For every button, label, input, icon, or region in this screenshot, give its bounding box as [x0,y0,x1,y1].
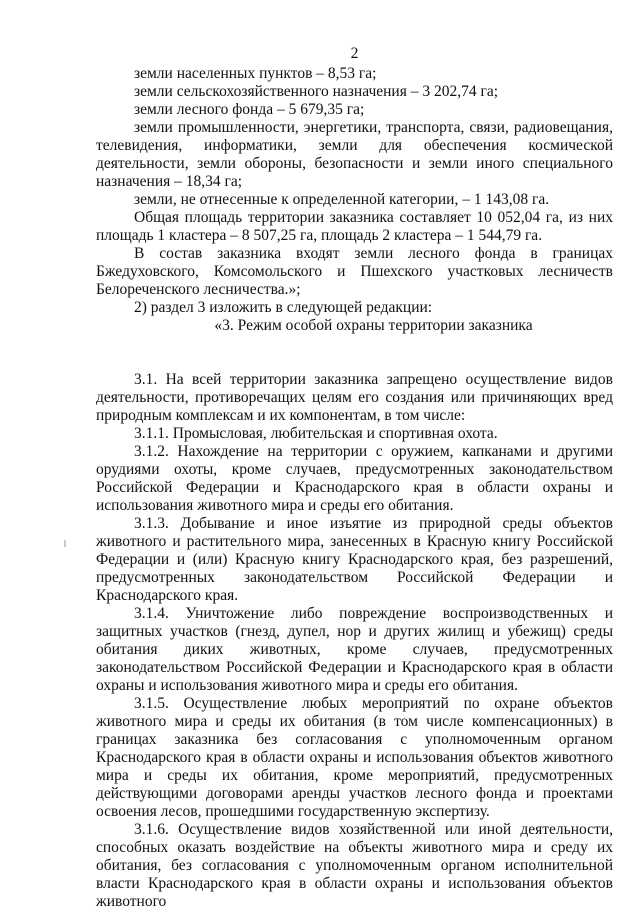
clause-3-1-1: 3.1.1. Промысловая, любительская и спортивная охота. [134,425,498,442]
land-category-item: земли сельскохозяйственного назначения – 3 202,74 га; [134,83,499,100]
section-heading: «3. Режим особой охраны территории заказника [214,317,533,334]
clause-3-1-5: 3.1.5. Осуществление любых мероприятий по охране объектов животного мира и среды их обитания (в том числе компенсационных) в границах заказника без согласования с уполномоченным органом Краснодарского края в области охраны и использования объектов животного мира и среды их обитания, кроме мероприятий, предусмотренных действующими договорами аренды участков лесного фонда и проектами освоения лесов, прошедшими государственную экспертизу. [96,695,613,820]
scan-artifact-mark [64,540,66,547]
clause-3-1-2: 3.1.2. Нахождение на территории с оружием, капканами и другими орудиями охоты, кроме случаев, предусмотренных законодательством Российской Федерации и Краснодарского края в области охраны и использования животного мира и среды его обитания. [96,443,613,514]
clause-3-1: 3.1. На всей территории заказника запрещено осуществление видов деятельности, противоречащих целям его создания или причиняющих вред природным комплексам и их компонентам, в том числе: [96,371,613,424]
spacer [96,335,613,371]
land-category-item: земли промышленности, энергетики, транспорта, связи, радиовещания, телевидения, информатики, земли для обеспечения космической деятельности, земли обороны, безопасности и земли иного специального назначения – 18,34 га; [96,119,613,190]
section3-body [96,371,613,911]
clause-3-1-6: 3.1.6. Осуществление видов хозяйственной или иной деятельности, способных оказать воздействие на объекты животного мира и среду их обитания, без согласования с уполномоченным органом исполнительной власти Краснодарского края в области охраны и использования объектов животного [96,821,613,910]
clause-3-1-4: 3.1.4. Уничтожение либо повреждение воспроизводственных и защитных участков (гнезд, дупел, нор и других жилищ и убежищ) среды обитания диких животных, кроме случаев, предусмотренных законодательством Российской Федерации и Краснодарского края в области охраны и использования животного мира и среды его обитания. [96,605,613,694]
land-category-item: земли населенных пунктов – 8,53 га; [134,65,377,82]
clause-3-1-3: 3.1.3. Добывание и иное изъятие из природной среды объектов животного и растительного мира, занесенных в Красную книгу Российской Федерации и (или) Красную книгу Краснодарского края, без разрешений, предусмотренных законодательством Российской Федерации и Краснодарского края. [96,515,613,604]
composition-paragraph: В состав заказника входят земли лесного фонда в границах Бжедуховского, Комсомольского и Пшехского участковых лесничеств Белореченского лесничества.»; [96,245,613,298]
document-page [96,0,613,911]
land-category-item: земли лесного фонда – 5 679,35 га; [134,101,365,118]
total-area-paragraph: Общая площадь территории заказника составляет 10 052,04 га, из них площадь 1 кластера – 8 507,25 га, площадь 2 кластера – 1 544,79 га. [96,209,613,244]
land-category-list [96,65,613,209]
section-intro-paragraph: 2) раздел 3 изложить в следующей редакции: [134,299,433,316]
page-number: 2 [350,45,359,62]
land-category-item: земли, не отнесенные к определенной категории, – 1 143,08 га. [134,191,550,208]
